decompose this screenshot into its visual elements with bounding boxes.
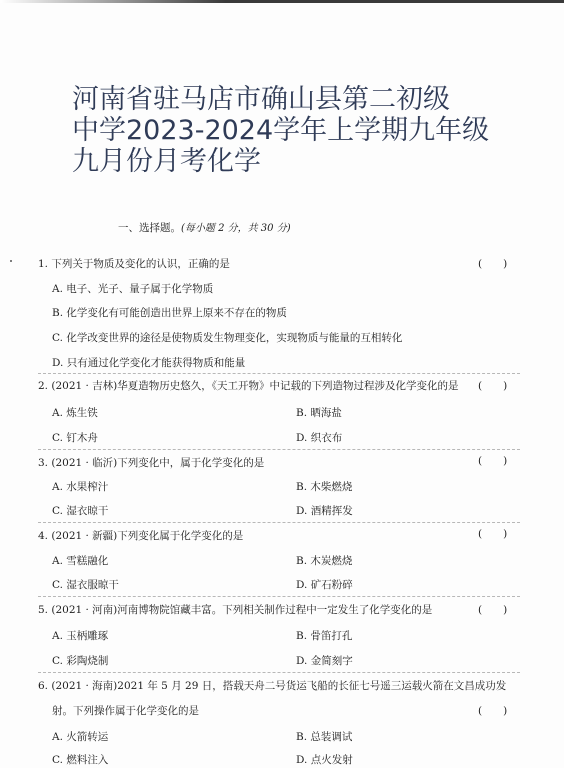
section-score-note: (每小题 2 分，共 30 分) bbox=[181, 223, 291, 234]
title-line-3: 九月份月考化学 bbox=[72, 146, 261, 177]
question-1-answer-paren: ( ) bbox=[478, 258, 508, 270]
question-divider bbox=[38, 596, 520, 597]
question-4-option-b: B. 木炭燃烧 bbox=[296, 555, 353, 567]
question-3-option-d: D. 酒精挥发 bbox=[296, 505, 353, 517]
question-5-answer-paren: ( ) bbox=[478, 604, 508, 616]
page-top-edge bbox=[0, 0, 564, 3]
question-2-option-a: A. 炼生铁 bbox=[52, 407, 98, 419]
question-5-stem: 5. (2021 · 河南)河南博物院馆藏丰富。下列相关制作过程中一定发生了化学变化的是 bbox=[38, 604, 433, 616]
question-1-stem: 1. 下列关于物质及变化的认识，正确的是 bbox=[38, 258, 230, 270]
question-6-stem-continued: 射。下列操作属于化学变化的是 bbox=[52, 705, 199, 717]
question-1-option-d: D. 只有通过化学变化才能获得物质和能量 bbox=[52, 357, 246, 369]
question-2-option-d: D. 织衣布 bbox=[296, 432, 343, 444]
question-2-option-b: B. 晒海盐 bbox=[296, 407, 342, 419]
exam-title bbox=[72, 84, 542, 177]
question-2-answer-paren: ( ) bbox=[478, 380, 508, 392]
question-4-option-a: A. 雪糕融化 bbox=[52, 555, 109, 567]
question-6-answer-paren: ( ) bbox=[478, 705, 508, 717]
question-divider bbox=[38, 522, 520, 523]
question-4-option-d: D. 矿石粉碎 bbox=[296, 579, 353, 591]
section-heading-text: 一、选择题。 bbox=[118, 222, 181, 234]
question-6-option-b: B. 总装调试 bbox=[296, 731, 353, 743]
question-3-answer-paren: ( ) bbox=[478, 455, 508, 467]
question-6-option-d: D. 点火发射 bbox=[296, 754, 353, 766]
question-divider bbox=[38, 672, 520, 673]
question-6-option-a: A. 火箭转运 bbox=[52, 731, 109, 743]
question-3-option-b: B. 木柴燃烧 bbox=[296, 481, 353, 493]
question-1-option-b: B. 化学变化有可能创造出世界上原来不存在的物质 bbox=[52, 307, 287, 319]
section-heading bbox=[118, 219, 291, 235]
question-divider bbox=[38, 449, 520, 450]
question-divider bbox=[38, 373, 520, 374]
question-2-option-c: C. 钉木舟 bbox=[52, 432, 98, 444]
question-3-option-c: C. 湿衣晾干 bbox=[52, 505, 109, 517]
question-4-stem: 4. (2021 · 新疆)下列变化属于化学变化的是 bbox=[38, 530, 244, 542]
question-6-option-c: C. 燃料注入 bbox=[52, 754, 109, 766]
question-1-option-c: C. 化学改变世界的途径是使物质发生物理变化，实现物质与能量的互相转化 bbox=[52, 332, 403, 344]
question-1-option-a: A. 电子、光子、量子属于化学物质 bbox=[52, 283, 214, 295]
question-5-option-c: C. 彩陶烧制 bbox=[52, 655, 109, 667]
question-3-stem: 3. (2021 · 临沂)下列变化中，属于化学变化的是 bbox=[38, 457, 265, 469]
question-2-stem: 2. (2021 · 吉林)华夏造物历史悠久，《天工开物》中记载的下列造物过程涉及化学变化的是 bbox=[38, 380, 459, 392]
question-4-option-c: C. 湿衣服晾干 bbox=[52, 579, 119, 591]
question-5-option-a: A. 玉柄雕琢 bbox=[52, 630, 109, 642]
question-6-stem: 6. (2021 · 海南)2021 年 5 月 29 日，搭载天舟二号货运飞船的长征七号遥三运载火箭在文昌成功发 bbox=[38, 680, 507, 692]
question-5-option-b: B. 骨笛打孔 bbox=[296, 630, 353, 642]
question-4-answer-paren: ( ) bbox=[478, 528, 508, 540]
title-line-1: 河南省驻马店市确山县第二初级 bbox=[72, 84, 450, 115]
scan-speck bbox=[10, 260, 12, 262]
question-5-option-d: D. 金简刻字 bbox=[296, 655, 353, 667]
question-3-option-a: A. 水果榨汁 bbox=[52, 481, 109, 493]
title-line-2: 中学2023-2024学年上学期九年级 bbox=[72, 115, 490, 146]
